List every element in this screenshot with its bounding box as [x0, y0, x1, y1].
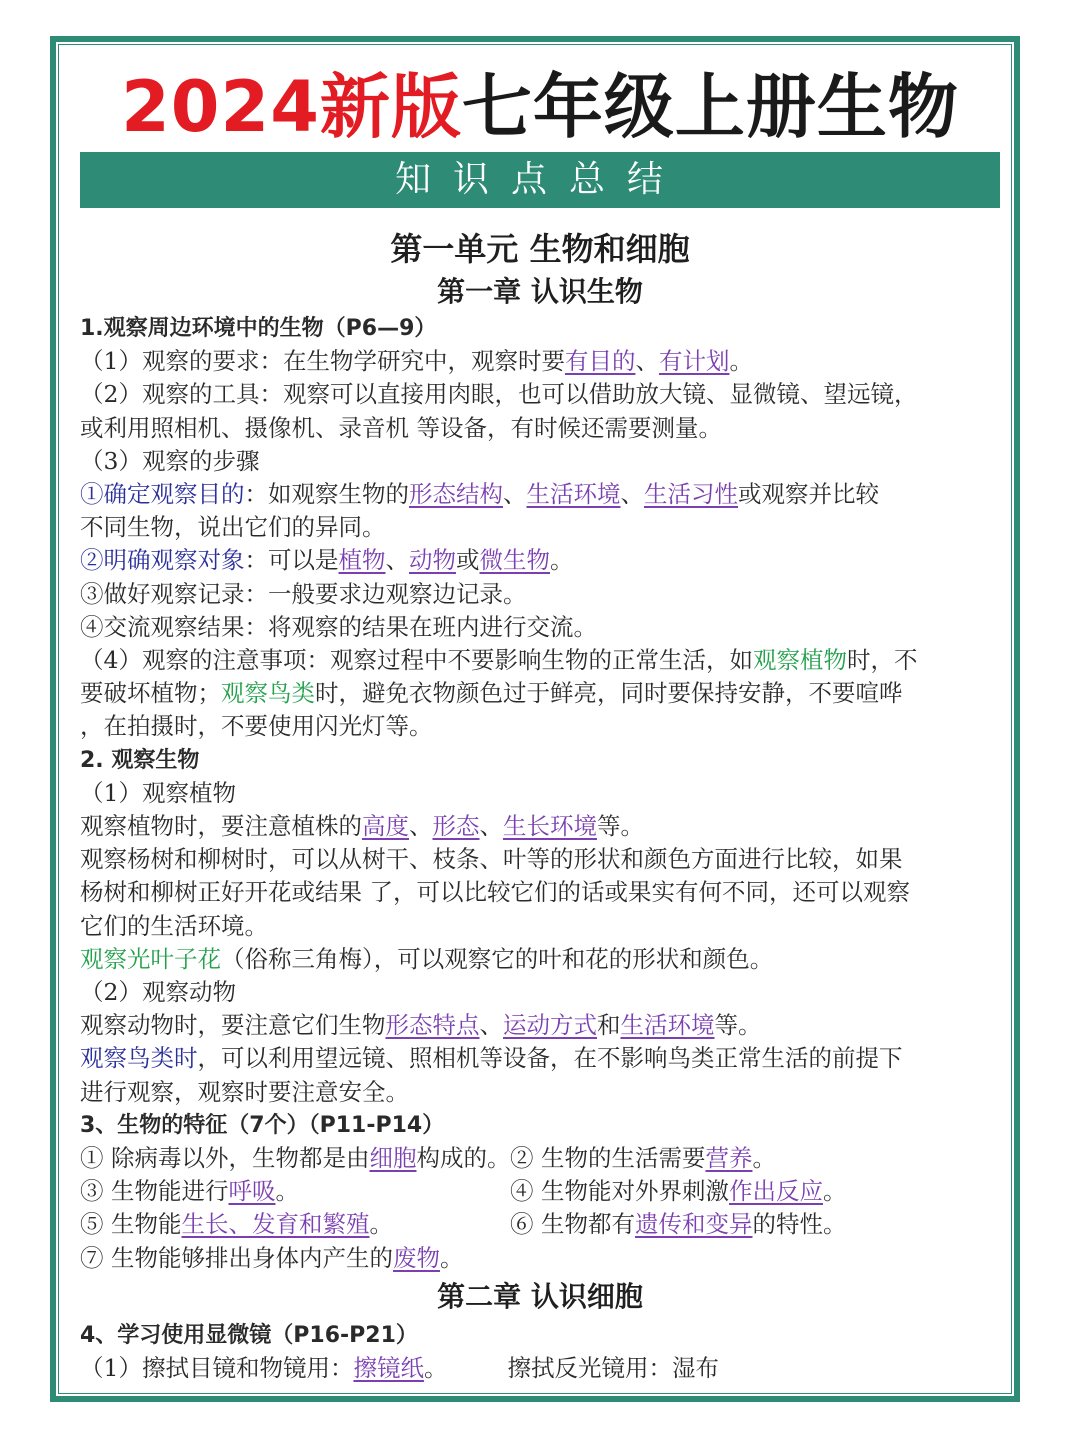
- fill-answer: 植物: [338, 546, 386, 575]
- feature-item: [510, 1142, 980, 1175]
- text-span: ：可以是: [244, 546, 339, 575]
- text-span: 、: [620, 480, 644, 509]
- text-line: [80, 478, 1000, 511]
- fill-answer: 有计划: [658, 347, 730, 376]
- text-line: [80, 1009, 1000, 1042]
- highlight-term: 观察光叶子花: [80, 944, 221, 973]
- text-span: 构成的。: [416, 1144, 511, 1173]
- text-line: （2）观察动物: [80, 978, 236, 1007]
- text-span: 。: [439, 1243, 464, 1272]
- fill-answer: 生活环境: [620, 1011, 715, 1040]
- text-span: 。: [275, 1177, 299, 1206]
- text-span: 时，避免衣物颜色过于鲜亮，同时要保持安静，不要喧哗: [315, 679, 903, 708]
- text-span: 或: [456, 546, 480, 575]
- highlight-term: 观察鸟类: [221, 679, 315, 708]
- text-span: ① 除病毒以外，生物都是由: [80, 1144, 370, 1173]
- text-line: [80, 544, 1000, 577]
- summary-banner: 知识点总结: [80, 152, 1000, 208]
- page-title: [0, 64, 1080, 150]
- fill-answer: 营养: [705, 1144, 753, 1173]
- title-year: 2024新版: [121, 66, 462, 148]
- fill-answer: 遗传和变异: [634, 1210, 753, 1239]
- section-heading: 3、生物的特征（7个）（P11-P14）: [80, 1112, 445, 1138]
- text-span: ③ 生物能进行: [80, 1177, 229, 1206]
- fill-answer: 形态: [432, 812, 480, 841]
- step-lead: 观察鸟类时: [80, 1044, 198, 1073]
- text-line: 不同生物，说出它们的异同。: [80, 513, 386, 542]
- text-span: ，可以利用望远镜、照相机等设备，在不影响鸟类正常生活的前提下: [197, 1044, 903, 1073]
- text-span: ：如观察生物的: [244, 480, 409, 509]
- text-line: [80, 644, 1000, 677]
- text-span: 。: [822, 1177, 847, 1206]
- fill-answer: 有目的: [564, 347, 636, 376]
- text-span: 。: [729, 347, 753, 376]
- text-line: [80, 677, 1000, 710]
- text-span: 观察植物时，要注意植株的: [80, 812, 362, 841]
- unit-heading: 第一单元 生物和细胞: [390, 230, 690, 268]
- text-span: 等。: [714, 1011, 762, 1040]
- step-lead: ②明确观察对象: [80, 546, 245, 575]
- fill-answer: 运动方式: [503, 1011, 597, 1040]
- text-span: ⑦ 生物能够排出身体内产生的: [80, 1243, 393, 1272]
- text-line: （2）观察的工具：观察可以直接用肉眼，也可以借助放大镜、显微镜、望远镜，: [80, 380, 918, 409]
- document-body: [80, 226, 1000, 1385]
- feature-row: [80, 1242, 1000, 1275]
- text-span: 擦拭反光镜用：湿布: [507, 1354, 719, 1383]
- text-span: 等。: [597, 812, 644, 841]
- fill-answer: 作出反应: [728, 1177, 823, 1206]
- chapter-heading: 第二章 认识细胞: [437, 1279, 643, 1313]
- chapter-heading: 第一章 认识生物: [437, 275, 643, 308]
- fill-answer: 形态特点: [385, 1011, 480, 1040]
- text-span: ② 生物的生活需要: [510, 1144, 706, 1173]
- text-span: ④ 生物能对外界刺激: [510, 1177, 729, 1206]
- feature-item: [80, 1175, 510, 1208]
- text-line: [80, 810, 1000, 843]
- text-span: 或观察并比较: [738, 480, 879, 509]
- fill-answer: 细胞: [369, 1144, 417, 1173]
- text-span: 和: [597, 1011, 621, 1040]
- fill-answer: 动物: [409, 546, 456, 575]
- text-span: （4）观察的注意事项：观察过程中不要影响生物的正常生活，如: [80, 646, 753, 675]
- text-line: 观察杨树和柳树时，可以从树干、枝条、叶等的形状和颜色方面进行比较，如果: [80, 845, 903, 874]
- fill-answer: 生长环境: [503, 812, 597, 841]
- text-span: 。: [550, 546, 574, 575]
- feature-row: [80, 1208, 1000, 1241]
- text-span: （1）擦拭目镜和物镜用：: [80, 1354, 354, 1383]
- section-heading: 2. 观察生物: [80, 747, 200, 773]
- text-span: ⑥ 生物都有: [510, 1210, 635, 1239]
- text-span: 、: [479, 1011, 503, 1040]
- feature-item: [80, 1142, 510, 1175]
- text-line: 杨树和柳树正好开花或结果 了，可以比较它们的话或果实有何不同，还可以观察: [80, 878, 910, 907]
- fill-answer: 生活习性: [644, 480, 738, 509]
- section-heading: 4、学习使用显微镜（P16-P21）: [80, 1322, 418, 1348]
- title-subject: 七年级上册生物: [461, 66, 959, 148]
- text-span: 、: [635, 347, 659, 376]
- text-span: 观察动物时，要注意它们生物: [80, 1011, 386, 1040]
- fill-answer: 形态结构: [409, 480, 503, 509]
- text-line: 或利用照相机、摄像机、录音机 等设备，有时候还需要测量。: [80, 413, 722, 442]
- text-line: 它们的生活环境。: [80, 911, 268, 940]
- text-span: 。: [752, 1144, 776, 1173]
- text-line: ④交流观察结果：将观察的结果在班内进行交流。: [80, 612, 597, 641]
- text-span: 的特性。: [752, 1210, 847, 1239]
- text-span: 、: [503, 480, 527, 509]
- fill-answer: 呼吸: [228, 1177, 276, 1206]
- feature-item: [510, 1175, 980, 1208]
- text-line: ③做好观察记录：一般要求边观察边记录。: [80, 579, 527, 608]
- text-line: ，在拍摄时，不要使用闪光灯等。: [80, 712, 433, 741]
- text-span: 要破坏植物；: [80, 679, 221, 708]
- fill-answer: 生长、发育和繁殖: [181, 1210, 370, 1239]
- fill-answer: 擦镜纸: [353, 1354, 424, 1383]
- text-span: 、: [409, 812, 433, 841]
- text-span: 时，不: [846, 646, 918, 675]
- text-span: （俗称三角梅），可以观察它的叶和花的形状和颜色。: [221, 944, 774, 973]
- text-span: 。: [423, 1354, 448, 1383]
- section-heading: 1.观察周边环境中的生物（P6—9）: [80, 316, 437, 341]
- fill-answer: 废物: [392, 1243, 440, 1272]
- text-line: [80, 345, 1000, 378]
- text-span: 、: [479, 812, 503, 841]
- text-line: [80, 1352, 1000, 1385]
- fill-answer: 高度: [362, 812, 409, 841]
- text-line: [80, 1042, 1000, 1075]
- text-span: 、: [385, 546, 409, 575]
- feature-item: [510, 1208, 980, 1241]
- step-lead: ①确定观察目的: [80, 480, 245, 509]
- text-span: （1）观察的要求：在生物学研究中，观察时要: [80, 347, 565, 376]
- feature-row: [80, 1175, 1000, 1208]
- highlight-term: 观察植物: [752, 646, 847, 675]
- feature-item: [80, 1208, 510, 1241]
- fill-answer: 生活环境: [526, 480, 621, 509]
- text-line: （3）观察的步骤: [80, 446, 260, 475]
- text-line: （1）观察植物: [80, 778, 236, 807]
- text-span: ⑤ 生物能: [80, 1210, 182, 1239]
- text-span: 。: [369, 1210, 393, 1239]
- fill-answer: 微生物: [479, 546, 550, 575]
- text-line: 进行观察，观察时要注意安全。: [80, 1077, 409, 1106]
- text-line: [80, 943, 1000, 976]
- feature-row: [80, 1142, 1000, 1175]
